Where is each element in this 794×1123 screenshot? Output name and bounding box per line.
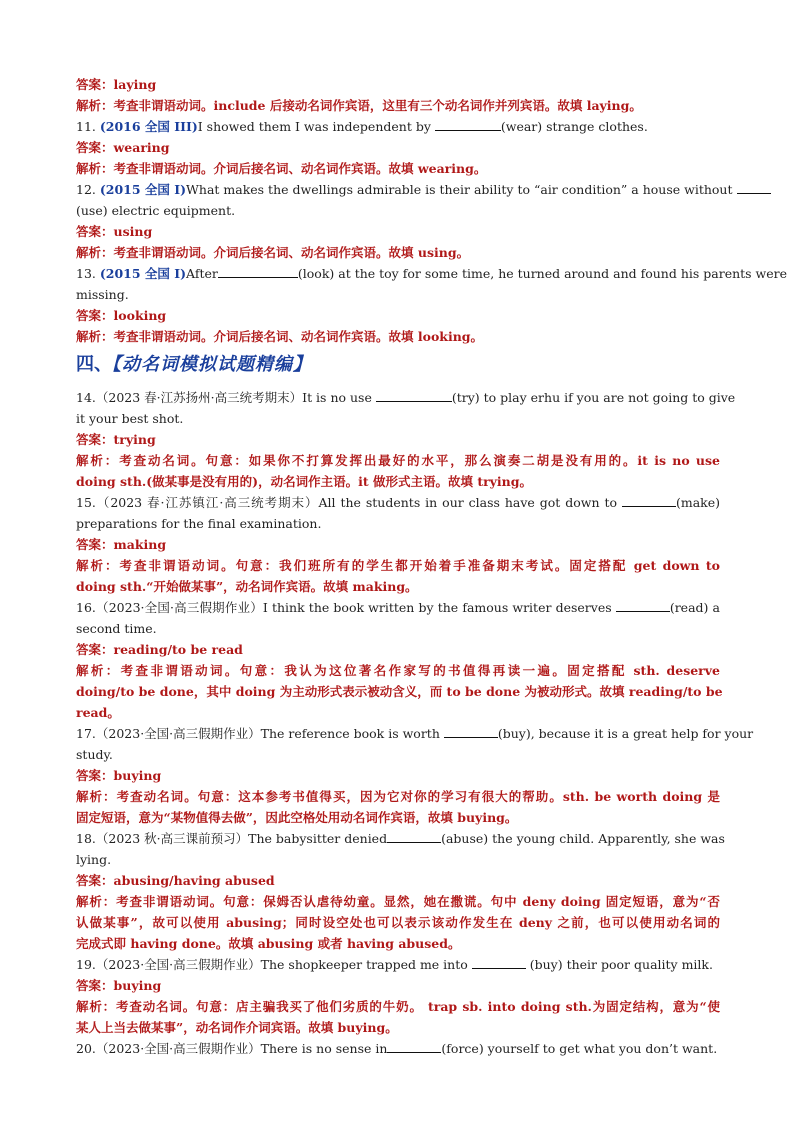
explanation-line: doing sth.(做某事是没有用的)，动名词作主语。it 做形式主语。故填 trying。: [76, 474, 533, 489]
answer-line: 答案：making: [76, 537, 167, 552]
answer-blank[interactable]: [622, 494, 676, 507]
question-11: 11. (2016 全国 III)I showed them I was independent by (wear) strange clothes.: [76, 119, 648, 134]
explanation-line: 完成式即 having done。故填 abusing 或者 having abused。: [76, 936, 461, 951]
question-18: 18.（2023 秋·高三课前预习）The babysitter denied (abuse) the young child. Apparently, she was: [76, 831, 725, 846]
answer-blank[interactable]: [616, 599, 670, 612]
document-page: [76, 74, 788, 1059]
answer-blank[interactable]: [218, 265, 298, 278]
explanation-line: 解析：考查非谓语动词。介词后接名词、动名词作宾语。故填 wearing。: [76, 161, 487, 176]
explanation-line: 某人上当去做某事”，动名词作介词宾语。故填 buying。: [76, 1020, 398, 1035]
explanation-line: 认做某事”，故可以使用 abusing；同时设空处也可以表示该动作发生在 deny 之前，也可以使用动名词的: [76, 915, 720, 930]
explanation-line: 解析：考查非谓语动词。介词后接名词、动名词作宾语。故填 using。: [76, 245, 470, 260]
answer-line: 答案：looking: [76, 308, 167, 323]
answer-line: 答案：buying: [76, 768, 162, 783]
answer-line: 答案：buying: [76, 978, 162, 993]
question-14: 14.（2023 春·江苏扬州·高三统考期末）It is no use (try) to play erhu if you are not going to give: [76, 390, 736, 405]
question-20: 20.（2023·全国·高三假期作业）There is no sense in (force) yourself to get what you don’t want.: [76, 1041, 718, 1056]
answer-blank[interactable]: [444, 725, 498, 738]
section-heading: 四、【动名词模拟试题精编】: [76, 354, 312, 375]
answer-blank[interactable]: [376, 389, 452, 402]
question-16-cont: second time.: [76, 621, 157, 636]
explanation-line: 解析：考查非谓语动词。include 后接动名词作宾语，这里有三个动名词作并列宾语。故填 laying。: [76, 98, 642, 113]
question-13: 13. (2015 全国 I)After (look) at the toy for some time, he turned around and found his parents were: [76, 266, 788, 281]
answer-line: 答案：abusing/having abused: [76, 873, 275, 888]
answer-line: 答案：trying: [76, 432, 156, 447]
explanation-line: read。: [76, 705, 120, 720]
explanation-line: 解析：考查非谓语动词。句意：保姆否认虐待幼童。显然，她在撒谎。句中 deny doing 固定短语，意为“否: [76, 894, 720, 909]
question-12-cont: (use) electric equipment.: [76, 203, 236, 218]
explanation-line: 解析：考查动名词。句意：店主骗我买了他们劣质的牛奶。 trap sb. into doing sth.为固定结构，意为“使: [76, 999, 720, 1014]
answer-line: 答案：laying: [76, 77, 157, 92]
question-19: 19.（2023·全国·高三假期作业）The shopkeeper trapped me into (buy) their poor quality milk.: [76, 957, 713, 972]
answer-blank[interactable]: [435, 118, 501, 131]
question-18-cont: lying.: [76, 852, 112, 867]
answer-blank[interactable]: [472, 956, 526, 969]
explanation-line: doing sth.“开始做某事”，动名词作宾语。故填 making。: [76, 579, 418, 594]
answer-blank[interactable]: [387, 1040, 441, 1053]
explanation-line: 解析：考查非谓语动词。介词后接名词、动名词作宾语。故填 looking。: [76, 329, 484, 344]
answer-blank[interactable]: [737, 181, 771, 194]
answer-line: 答案：using: [76, 224, 153, 239]
explanation-line: 解析：考查动名词。句意：这本参考书值得买，因为它对你的学习有很大的帮助。sth. be worth doing 是: [76, 789, 720, 804]
answer-line: 答案：reading/to be read: [76, 642, 243, 657]
answer-blank[interactable]: [387, 830, 441, 843]
question-17: 17.（2023·全国·高三假期作业）The reference book is worth (buy), because it is a great help for your: [76, 726, 754, 741]
question-15: 15.（2023 春·江苏镇江·高三统考期末）All the students in our class have got down to (make): [76, 495, 720, 510]
explanation-line: doing/to be done，其中 doing 为主动形式表示被动含义，而 to be done 为被动形式。故填 reading/to be: [76, 684, 723, 699]
explanation-line: 固定短语，意为“某物值得去做”，因此空格处用动名词作宾语，故填 buying。: [76, 810, 518, 825]
question-12: 12. (2015 全国 I)What makes the dwellings admirable is their ability to “air condition” a house without: [76, 179, 720, 200]
question-16: 16.（2023·全国·高三假期作业）I think the book written by the famous writer deserves (read) a: [76, 600, 721, 615]
question-14-cont: it your best shot.: [76, 411, 184, 426]
explanation-line: 解析：考查动名词。句意：如果你不打算发挥出最好的水平，那么演奏二胡是没有用的。it is no use: [76, 453, 720, 468]
question-15-cont: preparations for the final examination.: [76, 516, 322, 531]
answer-line: 答案：wearing: [76, 140, 170, 155]
explanation-line: 解析：考查非谓语动词。句意：我认为这位著名作家写的书值得再读一遍。固定搭配 sth. deserve: [76, 663, 720, 678]
explanation-line: 解析：考查非谓语动词。句意：我们班所有的学生都开始着手准备期末考试。固定搭配 get down to: [76, 558, 720, 573]
question-17-cont: study.: [76, 747, 113, 762]
question-13-cont: missing.: [76, 287, 129, 302]
